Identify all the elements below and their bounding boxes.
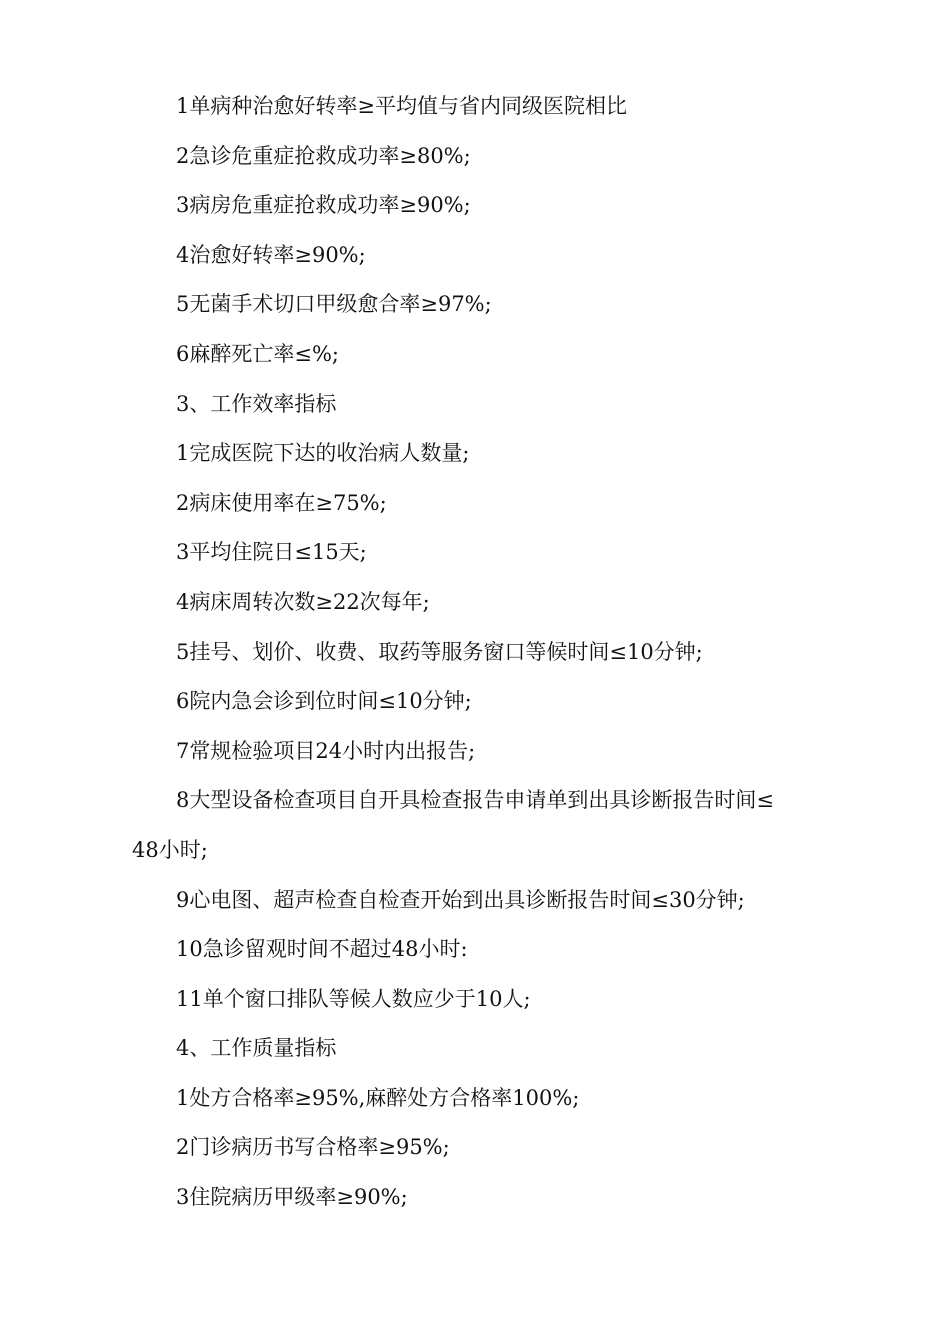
text-line: 1单病种治愈好转率≥平均值与省内同级医院相比: [176, 94, 627, 118]
text-line: 11单个窗口排队等候人数应少于10人;: [176, 986, 531, 1011]
text-line: 8大型设备检查项目自开具检查报告申请单到出具诊断报告时间≤: [176, 788, 774, 813]
text-line: 4治愈好转率≥90%;: [176, 242, 366, 267]
text-line: 3住院病历甲级率≥90%;: [176, 1185, 408, 1210]
section-heading: 4、工作质量指标: [176, 1036, 337, 1061]
text-line: 5无菌手术切口甲级愈合率≥97%;: [176, 292, 492, 317]
text-line: 5挂号、划价、收费、取药等服务窗口等候时间≤10分钟;: [176, 639, 703, 664]
text-line: 6麻醉死亡率≤%;: [176, 341, 339, 366]
text-line: 2病床使用率在≥75%;: [176, 490, 387, 515]
text-line: 3病房危重症抢救成功率≥90%;: [176, 193, 471, 218]
text-line: 10急诊留观时间不超过48小时:: [176, 937, 468, 962]
text-line: 7常规检验项目24小时内出报告;: [176, 738, 476, 763]
section-heading: 3、工作效率指标: [176, 391, 337, 416]
text-line: 1完成医院下达的收治病人数量;: [176, 441, 470, 466]
text-line-continuation: 48小时;: [132, 837, 208, 862]
text-line: 2急诊危重症抢救成功率≥80%;: [176, 143, 471, 168]
text-line: 9心电图、超声检查自检查开始到出具诊断报告时间≤30分钟;: [176, 887, 745, 912]
text-line: 1处方合格率≥95%,麻醉处方合格率100%;: [176, 1085, 580, 1110]
text-line: 2门诊病历书写合格率≥95%;: [176, 1135, 450, 1160]
text-line: 6院内急会诊到位时间≤10分钟;: [176, 689, 472, 714]
text-line: 4病床周转次数≥22次每年;: [176, 589, 430, 614]
document-body: [132, 82, 822, 1223]
text-line: 3平均住院日≤15天;: [176, 540, 367, 565]
